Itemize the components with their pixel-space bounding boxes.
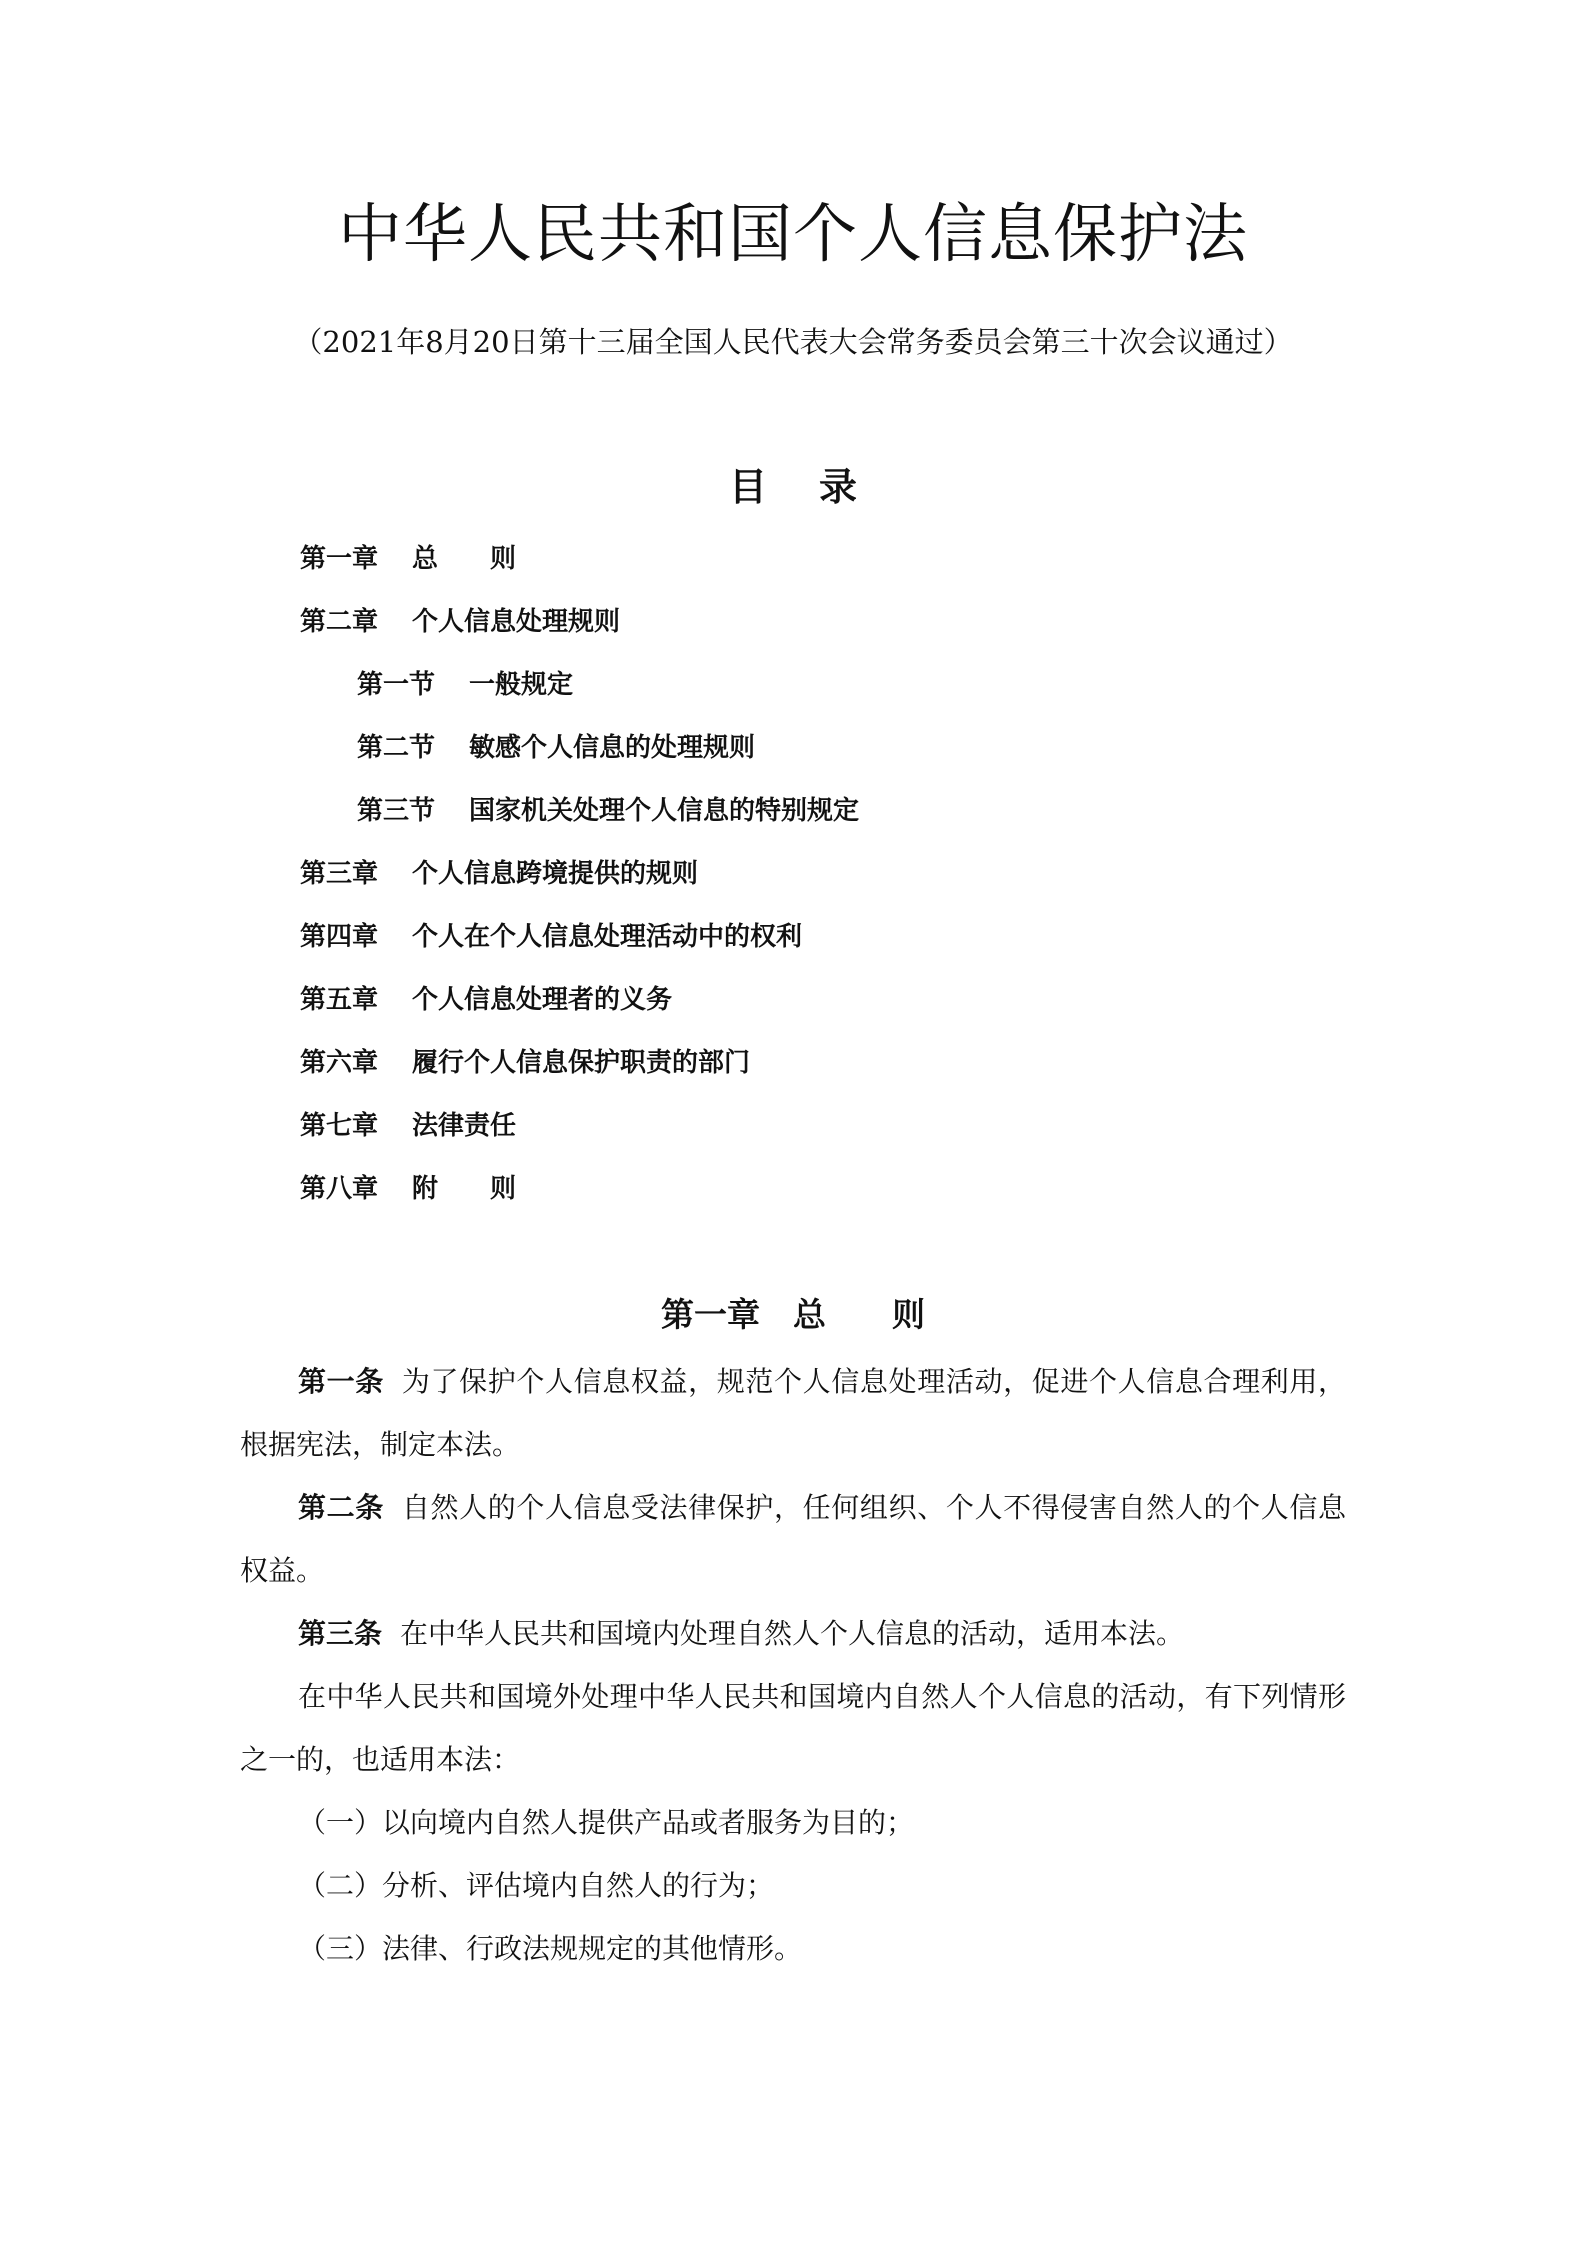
article-number: 第二条 bbox=[298, 1491, 384, 1524]
toc-subitem bbox=[357, 730, 755, 766]
list-item: （一）以向境内自然人提供产品或者服务为目的； bbox=[298, 1806, 915, 1839]
toc-item-label: 第八章 bbox=[300, 1174, 379, 1204]
toc-item bbox=[300, 1045, 750, 1081]
article-paragraph: 在中华人民共和国境外处理中华人民共和国境内自然人个人信息的活动，有下列情形之一的，也适用本法： bbox=[240, 1680, 1346, 1776]
toc-item-text: 个人信息处理者的义务 bbox=[412, 985, 673, 1015]
toc-item-label: 第四章 bbox=[300, 922, 379, 952]
article-text: 在中华人民共和国境内处理自然人个人信息的活动，适用本法。 bbox=[400, 1617, 1185, 1650]
toc-item-text: 敏感个人信息的处理规则 bbox=[469, 733, 756, 763]
toc-item-label: 第五章 bbox=[300, 985, 379, 1015]
toc-item bbox=[300, 982, 672, 1018]
toc-item-label: 第七章 bbox=[300, 1111, 379, 1141]
toc-item-label: 第六章 bbox=[300, 1048, 379, 1078]
toc-item-label: 第三章 bbox=[300, 859, 379, 889]
toc-item-label: 第一章 bbox=[300, 544, 379, 574]
toc-item-text: 总 则 bbox=[412, 544, 517, 574]
toc-item-label: 第一节 bbox=[357, 670, 436, 700]
article-paragraph bbox=[240, 1602, 1346, 1665]
article-text: 为了保护个人信息权益，规范个人信息处理活动，促进个人信息合理利用，根据宪法，制定本法。 bbox=[240, 1365, 1346, 1461]
toc-item-label: 第二节 bbox=[357, 733, 436, 763]
document-subtitle: （2021年8月20日第十三届全国人民代表大会常务委员会第三十次会议通过） bbox=[293, 325, 1293, 359]
toc-item bbox=[300, 541, 516, 577]
toc-item bbox=[300, 856, 698, 892]
toc-item bbox=[300, 1108, 516, 1144]
toc-title: 目录 bbox=[728, 464, 909, 509]
toc-item-text: 个人在个人信息处理活动中的权利 bbox=[412, 922, 803, 952]
toc-item-text: 个人信息处理规则 bbox=[412, 607, 621, 637]
toc-item bbox=[300, 919, 802, 955]
chapter-heading: 第一章 总 则 bbox=[661, 1295, 925, 1334]
article-number: 第一条 bbox=[298, 1365, 384, 1398]
article-number: 第三条 bbox=[298, 1617, 383, 1650]
toc-subitem bbox=[357, 793, 859, 829]
toc-item-text: 个人信息跨境提供的规则 bbox=[412, 859, 699, 889]
article-paragraph bbox=[240, 1350, 1346, 1476]
toc-item-text: 法律责任 bbox=[412, 1111, 517, 1141]
document-title: 中华人民共和国个人信息保护法 bbox=[338, 198, 1248, 272]
article-paragraph bbox=[240, 1476, 1346, 1602]
chapter-body bbox=[240, 1350, 1346, 1980]
toc-item-text: 一般规定 bbox=[469, 670, 574, 700]
toc-subitem bbox=[357, 667, 573, 703]
toc-item-text: 履行个人信息保护职责的部门 bbox=[412, 1048, 751, 1078]
toc-item-text: 国家机关处理个人信息的特别规定 bbox=[469, 796, 860, 826]
toc-item bbox=[300, 1171, 516, 1207]
toc-item-label: 第二章 bbox=[300, 607, 379, 637]
list-item: （二）分析、评估境内自然人的行为； bbox=[298, 1869, 775, 1902]
list-item: （三）法律、行政法规规定的其他情形。 bbox=[298, 1932, 803, 1965]
toc-item-text: 附 则 bbox=[412, 1174, 517, 1204]
toc-item-label: 第三节 bbox=[357, 796, 436, 826]
article-text: 自然人的个人信息受法律保护，任何组织、个人不得侵害自然人的个人信息权益。 bbox=[240, 1491, 1346, 1587]
toc-item bbox=[300, 604, 620, 640]
